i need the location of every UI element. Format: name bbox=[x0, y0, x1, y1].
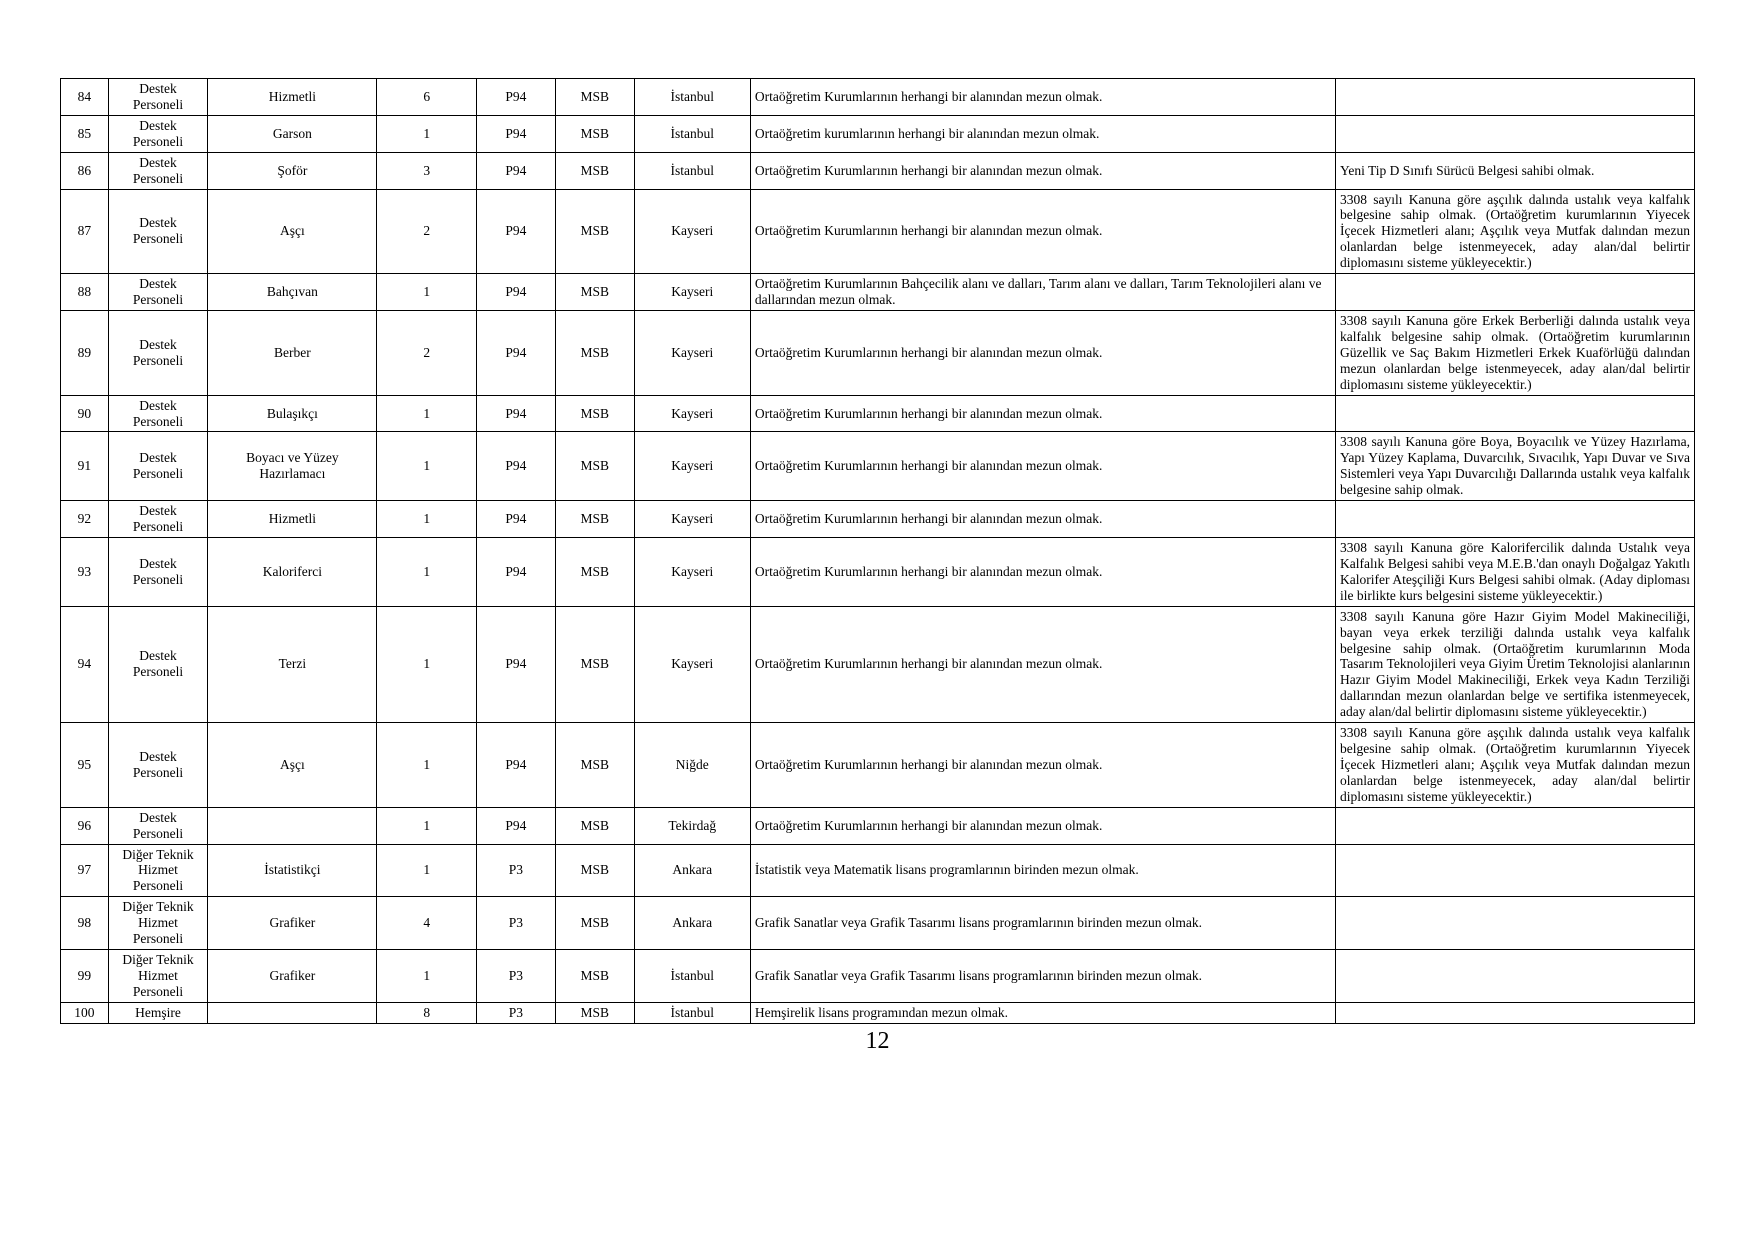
cell-institution: MSB bbox=[555, 395, 634, 432]
table-row bbox=[61, 1002, 1695, 1023]
table-row bbox=[61, 606, 1695, 722]
cell-city: Kayseri bbox=[634, 189, 750, 274]
positions-table bbox=[60, 78, 1695, 1024]
cell-code: P94 bbox=[477, 152, 556, 189]
cell-code: P94 bbox=[477, 79, 556, 116]
cell-row-number: 90 bbox=[61, 395, 109, 432]
table-row bbox=[61, 274, 1695, 311]
cell-institution: MSB bbox=[555, 152, 634, 189]
cell-personnel-class: Diğer Teknik Hizmet Personeli bbox=[108, 950, 208, 1003]
cell-quantity: 1 bbox=[377, 274, 477, 311]
cell-row-number: 85 bbox=[61, 115, 109, 152]
cell-title: İstatistikçi bbox=[208, 844, 377, 897]
cell-personnel-class: Destek Personeli bbox=[108, 310, 208, 395]
table-row bbox=[61, 395, 1695, 432]
table-row bbox=[61, 897, 1695, 950]
cell-code: P94 bbox=[477, 537, 556, 606]
cell-code: P94 bbox=[477, 723, 556, 808]
cell-quantity: 1 bbox=[377, 844, 477, 897]
cell-title: Kaloriferci bbox=[208, 537, 377, 606]
table-row bbox=[61, 723, 1695, 808]
cell-institution: MSB bbox=[555, 844, 634, 897]
cell-notes bbox=[1336, 395, 1695, 432]
cell-quantity: 2 bbox=[377, 310, 477, 395]
cell-title: Garson bbox=[208, 115, 377, 152]
cell-education-requirement: Ortaöğretim Kurumlarının herhangi bir alanından mezun olmak. bbox=[750, 606, 1335, 722]
cell-row-number: 100 bbox=[61, 1002, 109, 1023]
cell-institution: MSB bbox=[555, 432, 634, 501]
cell-institution: MSB bbox=[555, 897, 634, 950]
cell-city: Ankara bbox=[634, 897, 750, 950]
cell-code: P94 bbox=[477, 432, 556, 501]
cell-notes bbox=[1336, 807, 1695, 844]
cell-education-requirement: Ortaöğretim Kurumlarının herhangi bir alanından mezun olmak. bbox=[750, 152, 1335, 189]
cell-row-number: 87 bbox=[61, 189, 109, 274]
cell-personnel-class: Destek Personeli bbox=[108, 395, 208, 432]
table-row bbox=[61, 432, 1695, 501]
cell-personnel-class: Destek Personeli bbox=[108, 723, 208, 808]
cell-notes bbox=[1336, 897, 1695, 950]
cell-institution: MSB bbox=[555, 274, 634, 311]
cell-quantity: 1 bbox=[377, 115, 477, 152]
table-row bbox=[61, 950, 1695, 1003]
cell-city: Kayseri bbox=[634, 432, 750, 501]
cell-education-requirement: Ortaöğretim Kurumlarının Bahçecilik alanı ve dalları, Tarım alanı ve dalları, Tarım Teknolojileri alanı ve dallarından mezun olmak. bbox=[750, 274, 1335, 311]
cell-quantity: 1 bbox=[377, 501, 477, 538]
cell-row-number: 88 bbox=[61, 274, 109, 311]
cell-education-requirement: Grafik Sanatlar veya Grafik Tasarımı lisans programlarının birinden mezun olmak. bbox=[750, 897, 1335, 950]
cell-education-requirement: Ortaöğretim kurumlarının herhangi bir alanından mezun olmak. bbox=[750, 115, 1335, 152]
cell-notes: 3308 sayılı Kanuna göre aşçılık dalında ustalık veya kalfalık belgesine sahip olmak. (Ortaöğretim kurumlarının Yiyecek İçecek Hizmetleri alanı; Aşçılık veya Mutfak dalından mezun olanlardan belge istenmeyecek, aday alan/dal belirtir diplomasını sisteme yükleyecektir.) bbox=[1336, 189, 1695, 274]
cell-title: Terzi bbox=[208, 606, 377, 722]
cell-education-requirement: Ortaöğretim Kurumlarının herhangi bir alanından mezun olmak. bbox=[750, 310, 1335, 395]
cell-notes: 3308 sayılı Kanuna göre Hazır Giyim Model Makineciliği, bayan veya erkek terziliği dalında ustalık veya kalfalık belgesine sahip olmak. (Ortaöğretim kurumlarının Moda Tasarım Teknolojileri veya Giyim Üretim Teknolojisi alanlarının Hazır Giyim Model Makineciliği, Erkek veya Kadın Terziliği dallarından mezun olanlardan belge ve sertifika istenmeyecek, aday alan/dal belirtir diplomasını sisteme yükleyecektir.) bbox=[1336, 606, 1695, 722]
cell-row-number: 95 bbox=[61, 723, 109, 808]
cell-institution: MSB bbox=[555, 950, 634, 1003]
cell-code: P94 bbox=[477, 501, 556, 538]
cell-city: Kayseri bbox=[634, 274, 750, 311]
cell-personnel-class: Destek Personeli bbox=[108, 189, 208, 274]
cell-city: Tekirdağ bbox=[634, 807, 750, 844]
cell-title: Hizmetli bbox=[208, 79, 377, 116]
cell-notes bbox=[1336, 115, 1695, 152]
cell-city: İstanbul bbox=[634, 152, 750, 189]
cell-city: Kayseri bbox=[634, 606, 750, 722]
cell-city: Niğde bbox=[634, 723, 750, 808]
cell-city: Kayseri bbox=[634, 501, 750, 538]
cell-quantity: 1 bbox=[377, 606, 477, 722]
cell-education-requirement: Ortaöğretim Kurumlarının herhangi bir alanından mezun olmak. bbox=[750, 723, 1335, 808]
cell-institution: MSB bbox=[555, 115, 634, 152]
cell-institution: MSB bbox=[555, 537, 634, 606]
cell-title: Aşçı bbox=[208, 723, 377, 808]
cell-row-number: 97 bbox=[61, 844, 109, 897]
table-row bbox=[61, 310, 1695, 395]
cell-institution: MSB bbox=[555, 79, 634, 116]
cell-title: Boyacı ve Yüzey Hazırlamacı bbox=[208, 432, 377, 501]
cell-code: P94 bbox=[477, 807, 556, 844]
cell-code: P94 bbox=[477, 115, 556, 152]
cell-code: P94 bbox=[477, 274, 556, 311]
cell-city: Kayseri bbox=[634, 395, 750, 432]
cell-personnel-class: Destek Personeli bbox=[108, 537, 208, 606]
cell-code: P3 bbox=[477, 897, 556, 950]
cell-code: P94 bbox=[477, 395, 556, 432]
cell-row-number: 96 bbox=[61, 807, 109, 844]
cell-code: P94 bbox=[477, 606, 556, 722]
cell-quantity: 2 bbox=[377, 189, 477, 274]
cell-code: P3 bbox=[477, 1002, 556, 1023]
positions-table-body bbox=[61, 79, 1695, 1024]
cell-title: Hizmetli bbox=[208, 501, 377, 538]
cell-notes bbox=[1336, 844, 1695, 897]
cell-title: Bahçıvan bbox=[208, 274, 377, 311]
cell-title: Aşçı bbox=[208, 189, 377, 274]
cell-personnel-class: Destek Personeli bbox=[108, 807, 208, 844]
cell-code: P3 bbox=[477, 844, 556, 897]
cell-quantity: 1 bbox=[377, 807, 477, 844]
table-row bbox=[61, 537, 1695, 606]
cell-institution: MSB bbox=[555, 1002, 634, 1023]
cell-code: P94 bbox=[477, 189, 556, 274]
cell-city: İstanbul bbox=[634, 1002, 750, 1023]
cell-quantity: 4 bbox=[377, 897, 477, 950]
cell-quantity: 8 bbox=[377, 1002, 477, 1023]
cell-education-requirement: Ortaöğretim Kurumlarının herhangi bir alanından mezun olmak. bbox=[750, 79, 1335, 116]
cell-row-number: 94 bbox=[61, 606, 109, 722]
cell-institution: MSB bbox=[555, 807, 634, 844]
cell-code: P3 bbox=[477, 950, 556, 1003]
cell-education-requirement: Ortaöğretim Kurumlarının herhangi bir alanından mezun olmak. bbox=[750, 537, 1335, 606]
cell-city: İstanbul bbox=[634, 950, 750, 1003]
cell-row-number: 89 bbox=[61, 310, 109, 395]
cell-title: Bulaşıkçı bbox=[208, 395, 377, 432]
cell-notes bbox=[1336, 1002, 1695, 1023]
table-row bbox=[61, 79, 1695, 116]
cell-notes bbox=[1336, 950, 1695, 1003]
cell-row-number: 98 bbox=[61, 897, 109, 950]
cell-quantity: 6 bbox=[377, 79, 477, 116]
cell-quantity: 1 bbox=[377, 432, 477, 501]
cell-quantity: 3 bbox=[377, 152, 477, 189]
cell-education-requirement: Ortaöğretim Kurumlarının herhangi bir alanından mezun olmak. bbox=[750, 501, 1335, 538]
cell-city: Ankara bbox=[634, 844, 750, 897]
cell-personnel-class: Destek Personeli bbox=[108, 152, 208, 189]
cell-personnel-class: Destek Personeli bbox=[108, 115, 208, 152]
cell-notes bbox=[1336, 79, 1695, 116]
cell-education-requirement: Ortaöğretim Kurumlarının herhangi bir alanından mezun olmak. bbox=[750, 189, 1335, 274]
cell-notes: 3308 sayılı Kanuna göre Boya, Boyacılık ve Yüzey Hazırlama, Yapı Yüzey Kaplama, Duvarcılık, Sıvacılık, Yapı Duvar ve Sıva Sistemleri veya Yapı Duvarcılığı Dallarında ustalık veya kalfalık belgesine sahip olmak. bbox=[1336, 432, 1695, 501]
cell-quantity: 1 bbox=[377, 395, 477, 432]
table-row bbox=[61, 189, 1695, 274]
cell-personnel-class: Destek Personeli bbox=[108, 274, 208, 311]
cell-title bbox=[208, 807, 377, 844]
cell-row-number: 93 bbox=[61, 537, 109, 606]
cell-code: P94 bbox=[477, 310, 556, 395]
cell-education-requirement: Ortaöğretim Kurumlarının herhangi bir alanından mezun olmak. bbox=[750, 807, 1335, 844]
cell-row-number: 84 bbox=[61, 79, 109, 116]
cell-notes: Yeni Tip D Sınıfı Sürücü Belgesi sahibi olmak. bbox=[1336, 152, 1695, 189]
cell-quantity: 1 bbox=[377, 723, 477, 808]
cell-personnel-class: Destek Personeli bbox=[108, 432, 208, 501]
table-row bbox=[61, 501, 1695, 538]
cell-education-requirement: Ortaöğretim Kurumlarının herhangi bir alanından mezun olmak. bbox=[750, 432, 1335, 501]
cell-notes bbox=[1336, 274, 1695, 311]
cell-institution: MSB bbox=[555, 501, 634, 538]
table-row bbox=[61, 152, 1695, 189]
cell-row-number: 86 bbox=[61, 152, 109, 189]
cell-quantity: 1 bbox=[377, 537, 477, 606]
cell-title: Şoför bbox=[208, 152, 377, 189]
cell-institution: MSB bbox=[555, 723, 634, 808]
cell-institution: MSB bbox=[555, 310, 634, 395]
table-row bbox=[61, 807, 1695, 844]
cell-education-requirement: Hemşirelik lisans programından mezun olmak. bbox=[750, 1002, 1335, 1023]
cell-notes: 3308 sayılı Kanuna göre Erkek Berberliği dalında ustalık veya kalfalık belgesine sahip olmak. (Ortaöğretim kurumlarının Güzellik ve Saç Bakım Hizmetleri Erkek Kuaförlüğü dalından mezun olanlardan belge istenmeyecek, aday alan/dal belirtir diplomasını sisteme yükleyecektir.) bbox=[1336, 310, 1695, 395]
cell-title: Grafiker bbox=[208, 897, 377, 950]
cell-personnel-class: Destek Personeli bbox=[108, 79, 208, 116]
table-row bbox=[61, 115, 1695, 152]
cell-personnel-class: Diğer Teknik Hizmet Personeli bbox=[108, 897, 208, 950]
cell-title bbox=[208, 1002, 377, 1023]
cell-institution: MSB bbox=[555, 189, 634, 274]
cell-education-requirement: Ortaöğretim Kurumlarının herhangi bir alanından mezun olmak. bbox=[750, 395, 1335, 432]
cell-notes: 3308 sayılı Kanuna göre aşçılık dalında ustalık veya kalfalık belgesine sahip olmak. (Ortaöğretim kurumlarının Yiyecek İçecek Hizmetleri alanı; Aşçılık veya Mutfak dalından mezun olanlardan belge istenmeyecek, aday alan/dal belirtir diplomasını sisteme yükleyecektir.) bbox=[1336, 723, 1695, 808]
cell-title: Grafiker bbox=[208, 950, 377, 1003]
cell-institution: MSB bbox=[555, 606, 634, 722]
cell-personnel-class: Destek Personeli bbox=[108, 501, 208, 538]
page-number: 12 bbox=[865, 1028, 890, 1054]
cell-city: Kayseri bbox=[634, 537, 750, 606]
cell-city: Kayseri bbox=[634, 310, 750, 395]
cell-notes bbox=[1336, 501, 1695, 538]
cell-row-number: 91 bbox=[61, 432, 109, 501]
cell-title: Berber bbox=[208, 310, 377, 395]
cell-city: İstanbul bbox=[634, 115, 750, 152]
cell-notes: 3308 sayılı Kanuna göre Kalorifercilik dalında Ustalık veya Kalfalık Belgesi sahibi veya M.E.B.'dan onaylı Doğalgaz Yakıtlı Kalorifer Ateşçiliği Kurs Belgesi sahibi olmak. (Aday diploması ile birlikte kurs belgesini sisteme yükleyecektir.) bbox=[1336, 537, 1695, 606]
cell-row-number: 99 bbox=[61, 950, 109, 1003]
cell-education-requirement: Grafik Sanatlar veya Grafik Tasarımı lisans programlarının birinden mezun olmak. bbox=[750, 950, 1335, 1003]
cell-education-requirement: İstatistik veya Matematik lisans programlarının birinden mezun olmak. bbox=[750, 844, 1335, 897]
table-row bbox=[61, 844, 1695, 897]
cell-personnel-class: Hemşire bbox=[108, 1002, 208, 1023]
cell-personnel-class: Diğer Teknik Hizmet Personeli bbox=[108, 844, 208, 897]
cell-city: İstanbul bbox=[634, 79, 750, 116]
cell-quantity: 1 bbox=[377, 950, 477, 1003]
cell-row-number: 92 bbox=[61, 501, 109, 538]
cell-personnel-class: Destek Personeli bbox=[108, 606, 208, 722]
